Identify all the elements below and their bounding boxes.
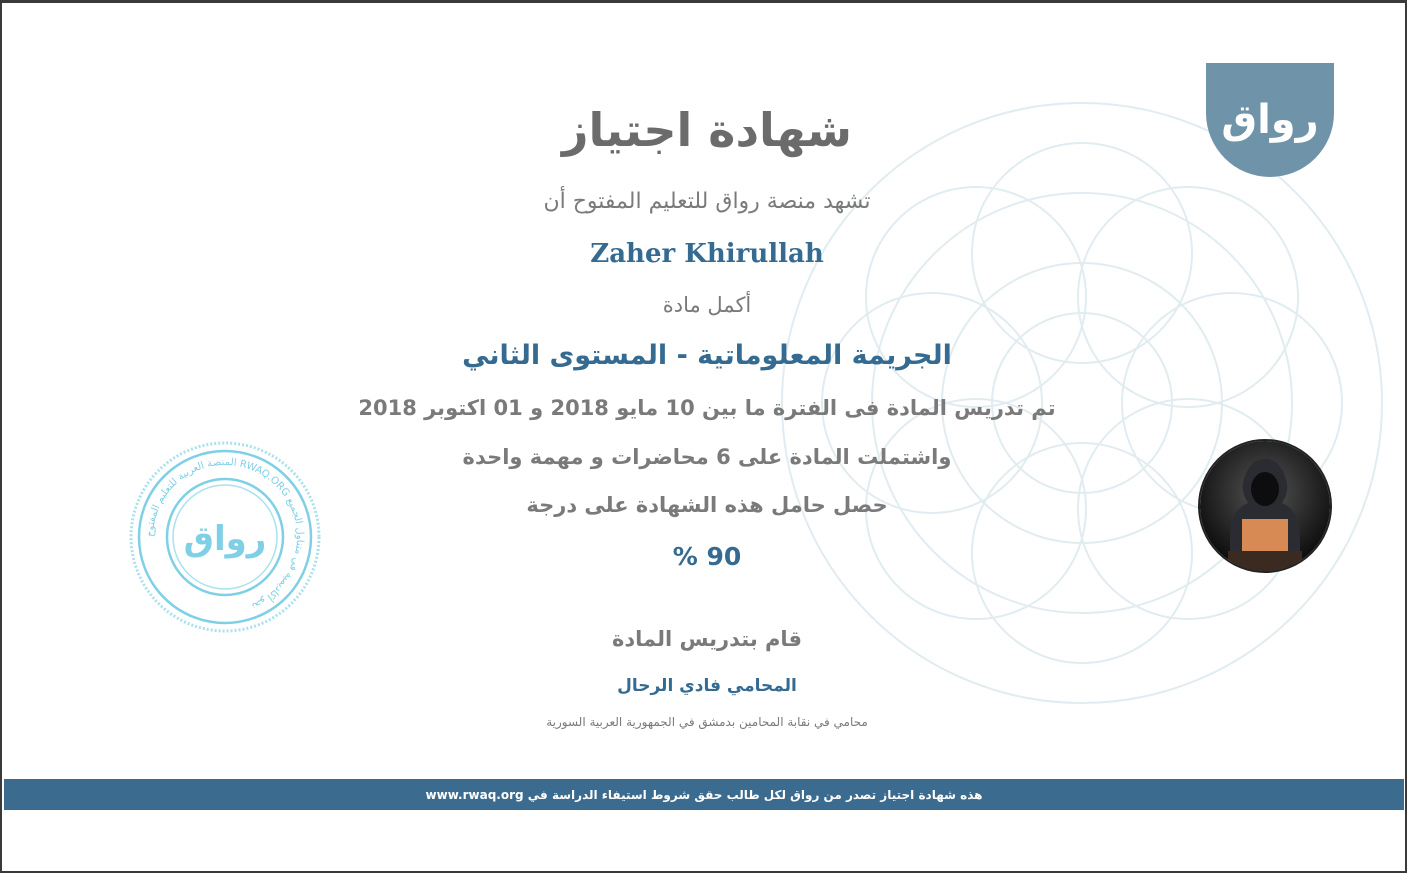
student-name: Zaher Khirullah <box>590 239 824 269</box>
footer-bar <box>4 779 1404 810</box>
completed-line: أكمل مادة <box>662 293 752 317</box>
certifies-line: تشهد منصة رواق للتعليم المفتوح أن <box>543 189 871 214</box>
instructor-description: محامي في نقابة المحامين بدمشق في الجمهورية العربية السورية <box>546 715 868 729</box>
course-title: الجريمة المعلوماتية - المستوى الثاني <box>462 340 952 371</box>
taught-by-label: قام بتدريس المادة <box>611 627 803 651</box>
instructor-name: المحامي فادي الرحال <box>617 676 797 696</box>
logo-text: رواق <box>1221 97 1319 143</box>
stamp-center-text: رواق <box>183 519 267 559</box>
grade-label: حصل حامل هذه الشهادة على درجة <box>526 493 888 517</box>
footer-text: هذه شهادة اجتياز تصدر من رواق لكل طالب حقق شروط استيفاء الدراسة في www.rwaq.org <box>425 787 983 802</box>
rwaq-seal-stamp <box>120 440 330 634</box>
period-line: تم تدريس المادة فى الفترة ما بين 10 مايو 2018 و 01 اكتوبر 2018 <box>358 396 1056 420</box>
hooded-hacker-avatar <box>1198 439 1332 573</box>
stamp-ring-text: المنصة العربية للتعليم المفتوح RWAQ.ORG نحو أكاديمية في متناول الجميع <box>144 456 306 612</box>
certificate-title: شهادة اجتياز <box>562 103 852 157</box>
content-line: واشتملت المادة على 6 محاضرات و مهمة واحدة <box>462 445 952 469</box>
grade-value: 90 % <box>672 542 742 571</box>
